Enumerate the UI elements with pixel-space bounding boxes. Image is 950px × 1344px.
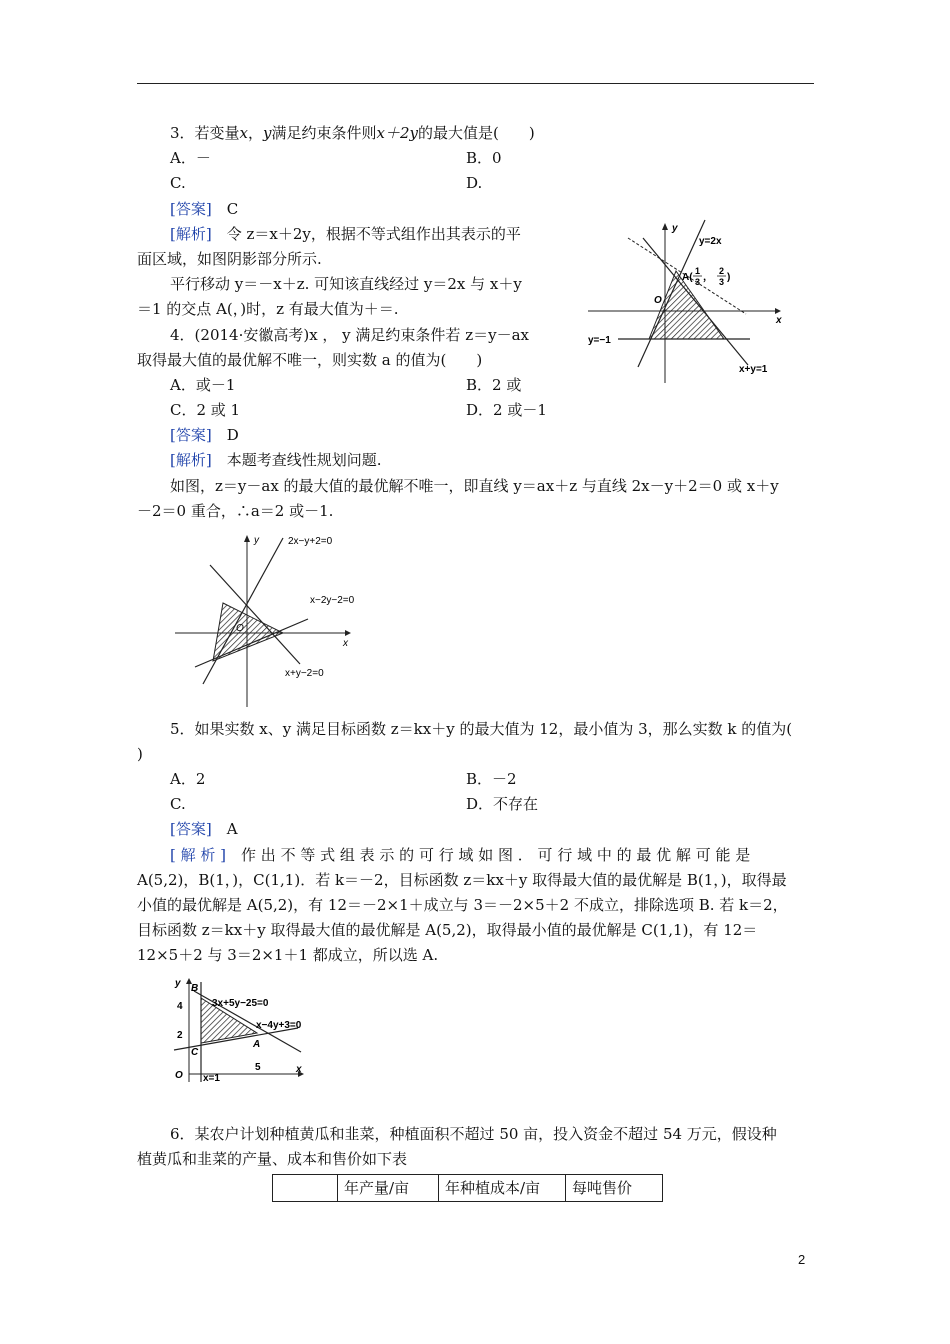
q3-origin-label: O — [654, 295, 662, 306]
q5-point-a: A — [253, 1039, 261, 1050]
q4-answer — [170, 425, 239, 445]
q5-stem-line-1: 5．如果实数 x、y 满足目标函数 z＝kx＋y 的最大值为 12，最小值为 3，那么实数 k 的值为( — [170, 720, 793, 738]
q3-x-axis-arrow — [775, 308, 781, 314]
q3-option-b: B．0 — [466, 149, 502, 167]
q5-x-label: x — [296, 1064, 302, 1075]
q4-analysis-tag: [解析] — [170, 451, 212, 469]
q5-label-line-2: x−4y+3=0 — [256, 1020, 302, 1031]
q5-tick-y2: 2 — [177, 1030, 183, 1041]
q4-x-axis-arrow — [345, 630, 351, 636]
q3-stem-mid: 满足约束条件则 — [271, 124, 377, 142]
q5-option-b: B．－2 — [466, 770, 517, 788]
q4-stem-line-2: 取得最大值的最优解不唯一，则实数 a 的值为( ) — [137, 351, 483, 369]
q4-x-label: x — [343, 638, 348, 649]
q5-analysis-text-1: 作 出 不 等 式 组 表 示 的 可 行 域 如 图 ． 可 行 域 中 的 最 优 解 可 能 是 — [241, 846, 751, 864]
q4-label-line-2: x−2y−2=0 — [310, 595, 355, 606]
q4-option-b: B．2 或 — [466, 376, 522, 394]
q4-option-d: D．2 或－1 — [466, 401, 547, 419]
q3-point-a-end: ) — [727, 272, 731, 283]
page-number: 2 — [798, 1252, 806, 1267]
q5-analysis-line-3: 小值的最优解是 A(5,2)，有 12＝－2×1＋成立与 3＝－2×5＋2 不成立，排除选项 B. 若 k＝2， — [137, 896, 788, 914]
q3-line-y2x — [638, 220, 705, 367]
q3-frac1-num: 1 — [695, 266, 701, 276]
q6-table-header-row — [273, 1175, 663, 1202]
q4-option-a: A．或－1 — [170, 376, 236, 394]
q5-tick-y4: 4 — [177, 1001, 183, 1012]
q3-point-a-label — [682, 266, 730, 287]
q4-origin-label: O — [236, 623, 244, 634]
q4-answer-tag: [答案] — [170, 426, 212, 444]
q5-analysis-line-4: 目标函数 z＝kx＋y 取得最大值的最优解是 A(5,2)，取得最小值的最优解是 C(1,1)，有 12＝ — [137, 921, 758, 939]
q5-label-line-1: 3x+5y−25=0 — [212, 998, 269, 1009]
q5-analysis-line-2: A(5,2)，B(1，)，C(1,1)．若 k＝－2，目标函数 z＝kx＋y 取得最大值的最优解是 B(1，)，取得最 — [137, 871, 787, 889]
q4-option-c: C．2 或 1 — [170, 401, 241, 419]
q5-origin-label: O — [175, 1070, 183, 1081]
q3-stem — [170, 123, 535, 143]
q3-analysis-line-1 — [170, 224, 521, 244]
q6-table-header-cell: 每吨售价 — [566, 1175, 663, 1202]
q3-analysis-line-2: 面区域，如图阴影部分所示. — [137, 250, 322, 268]
q6-table-header-cell: 年种植成本/亩 — [439, 1175, 566, 1202]
q5-answer-tag: [答案] — [170, 820, 212, 838]
q4-label-line-1: 2x−y+2=0 — [288, 536, 333, 547]
q3-analysis-line-3: 平行移动 y＝－x＋z. 可知该直线经过 y＝2x 与 x＋y — [170, 275, 522, 293]
q4-analysis-line-1 — [170, 450, 382, 470]
q4-figure — [175, 532, 375, 710]
q4-y-label: y — [254, 535, 259, 546]
q5-stem-line-2: ) — [137, 745, 143, 763]
q4-stem-line-1: 4．(2014·安徽高考)x ， y 满足约束条件若 z＝y－ax — [170, 326, 529, 344]
q6-table-header-cell: 年产量/亩 — [338, 1175, 439, 1202]
q3-option-d: D. — [466, 174, 483, 192]
q5-answer — [170, 819, 238, 839]
q3-frac2-den: 3 — [719, 277, 725, 287]
q3-label-y2x: y=2x — [699, 236, 722, 247]
q3-y-label: y — [672, 223, 678, 234]
q3-point-a-text: A( — [682, 272, 693, 283]
q5-option-d: D．不存在 — [466, 795, 539, 813]
q6-stem-line-2: 植黄瓜和韭菜的产量、成本和售价如下表 — [137, 1150, 408, 1168]
q6-stem-line-1: 6．某农户计划种植黄瓜和韭菜，种植面积不超过 50 亩，投入资金不超过 54 万元，假设种 — [170, 1125, 777, 1143]
q3-answer — [170, 199, 238, 219]
header-rule — [137, 83, 814, 84]
q6-table-header-cell — [273, 1175, 338, 1202]
q5-option-c: C. — [170, 795, 186, 813]
q5-figure — [170, 974, 320, 1086]
q3-stem-end: 的最大值是( ) — [418, 124, 535, 142]
q3-frac2-num: 2 — [719, 266, 725, 276]
q3-x-label: x — [776, 315, 782, 326]
q3-stem-start: 3．若变量 — [170, 124, 240, 142]
q5-point-b: B — [191, 983, 199, 994]
q5-answer-value: A — [226, 820, 238, 838]
q3-analysis-line-4: ＝1 的交点 A(，)时，z 有最大值为＋＝. — [137, 300, 399, 318]
q3-option-c: C. — [170, 174, 186, 192]
q4-analysis-line-3: －2＝0 重合，∴a＝2 或－1. — [137, 502, 334, 520]
q3-figure — [588, 218, 788, 386]
q3-answer-tag: [答案] — [170, 200, 212, 218]
q5-y-label: y — [175, 978, 181, 989]
q3-option-a: A．－ — [170, 149, 211, 167]
q3-stem-var-x: x — [239, 124, 249, 142]
q5-point-c: C — [191, 1047, 199, 1058]
q3-answer-value: C — [226, 200, 239, 218]
q6-table — [272, 1174, 663, 1202]
q3-frac-sep: ， — [703, 272, 713, 283]
q5-option-a: A．2 — [170, 770, 206, 788]
q4-answer-value: D — [226, 426, 239, 444]
q3-stem-var-y: y — [263, 124, 272, 142]
q3-y-axis-arrow — [662, 223, 668, 230]
q4-feasible-region — [213, 603, 283, 661]
q3-stem-expr: x＋2y — [376, 124, 419, 142]
q5-analysis-tag: [ 解 析 ] — [170, 846, 227, 864]
q5-analysis-line-5: 12×5＋2 与 3＝2×1＋1 都成立，所以选 A. — [137, 946, 439, 964]
q3-stem-sep: ， — [248, 124, 264, 142]
q4-analysis-line-2: 如图，z＝y－ax 的最大值的最优解不唯一，即直线 y＝ax＋z 与直线 2x－y＋2＝0 或 x＋y — [170, 477, 779, 495]
q3-frac1-den: 3 — [695, 277, 701, 287]
q3-label-xy1: x+y=1 — [739, 364, 768, 375]
q4-line-1 — [203, 538, 283, 684]
q3-analysis-text-1: 令 z＝x＋2y，根据不等式组作出其表示的平 — [226, 225, 521, 243]
q4-label-line-3: x+y−2=0 — [285, 668, 324, 679]
q3-label-yneg1: y=−1 — [588, 335, 611, 346]
q3-analysis-tag: [解析] — [170, 225, 212, 243]
q4-y-axis-arrow — [244, 535, 250, 542]
q5-analysis-line-1 — [170, 845, 750, 865]
q4-analysis-text-1: 本题考查线性规划问题. — [226, 451, 382, 469]
q5-label-line-3: x=1 — [203, 1073, 220, 1084]
q5-tick-x5: 5 — [255, 1062, 261, 1073]
